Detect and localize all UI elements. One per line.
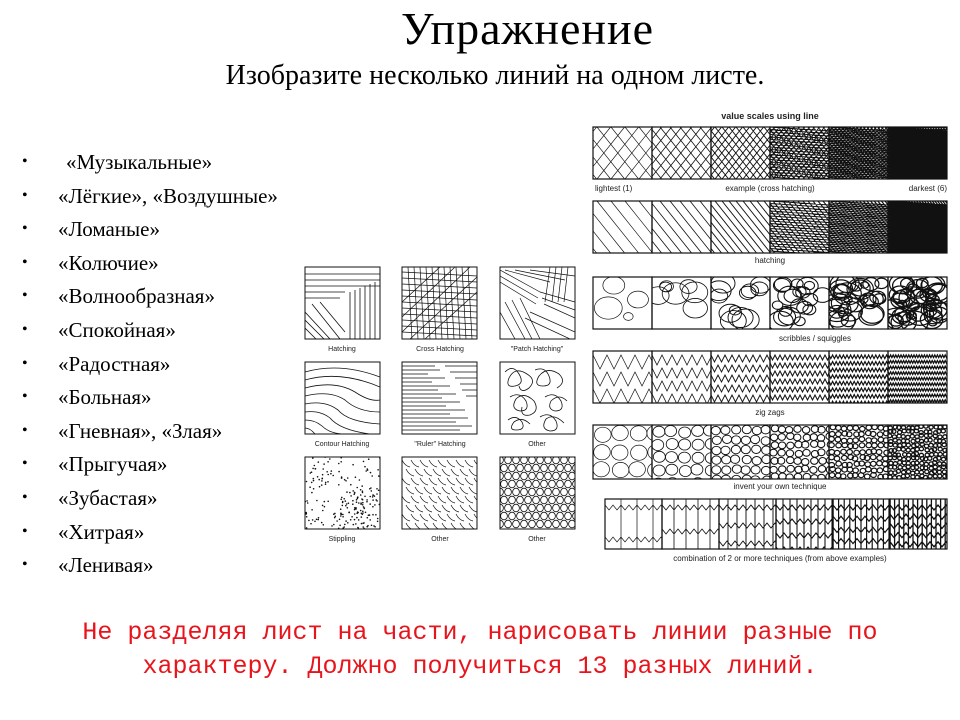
line-types-list	[22, 148, 278, 585]
patch-hatching-sample	[500, 267, 575, 339]
caption-scribbles-row: scribbles / squiggles	[778, 334, 852, 343]
caption-patch-hatching: "Patch Hatching"	[510, 346, 564, 353]
list-item: • «Радостная»	[22, 351, 171, 376]
list-item: • «Ломаные»	[22, 217, 160, 242]
caption-stippling: Stippling	[328, 536, 356, 543]
page-subtitle: Изобразите несколько линий на одном листе.	[225, 60, 765, 91]
texture-sample	[402, 460, 486, 530]
cross-hatching-sample	[402, 267, 477, 339]
page-title: Упражнение	[400, 3, 655, 54]
list-item: • «Спокойная»	[22, 317, 176, 342]
value-scales-title: value scales using line	[721, 111, 819, 121]
list-item: • «Больная»	[22, 385, 152, 410]
list-item: • «Прыгучая»	[22, 452, 168, 477]
bullet: •	[22, 556, 28, 574]
list-item: • «Лёгкие», «Воздушные»	[22, 183, 278, 208]
ruler-hatching-sample	[402, 366, 477, 430]
caption-hatching-row: hatching	[754, 256, 786, 265]
scribble-sample	[505, 368, 567, 431]
caption-combination-row: combination of 2 or more techniques (from above examples)	[673, 554, 887, 563]
bullet: •	[22, 320, 28, 338]
caption-example: example (cross hatching)	[725, 184, 815, 193]
bullet: •	[22, 153, 28, 170]
list-item: • «Гневная», «Злая»	[22, 418, 223, 443]
bullet: •	[22, 388, 28, 406]
bullet: •	[22, 253, 28, 271]
bullet: •	[22, 220, 28, 238]
list-item: • «Музыкальные»	[22, 150, 213, 174]
bullet: •	[22, 488, 28, 506]
value-scales-figure	[585, 105, 957, 575]
list-item: • «Волнообразная»	[22, 284, 215, 309]
caption-other-1: Other	[528, 441, 546, 448]
contour-hatching-sample	[305, 368, 380, 434]
caption-other-2: Other	[431, 536, 449, 543]
list-item: • «Хитрая»	[22, 519, 145, 544]
bullet: •	[22, 186, 28, 204]
hatching-sample	[305, 274, 380, 339]
caption-darkest: darkest (6)	[908, 184, 947, 193]
list-item: • «Зубастая»	[22, 485, 158, 510]
caption-zigzags-row: zig zags	[755, 408, 785, 417]
bullet: •	[22, 455, 28, 473]
hatching-examples-figure	[300, 262, 590, 552]
caption-invent-row: invent your own technique	[733, 482, 827, 491]
list-item: • «Ленивая»	[22, 553, 154, 578]
caption-lightest: lightest (1)	[595, 184, 633, 193]
instruction-text	[0, 616, 960, 684]
caption-contour-hatching: Contour Hatching	[314, 441, 370, 448]
scales-sample	[497, 456, 580, 528]
caption-other-3: Other	[528, 536, 546, 543]
caption-ruler-hatching: "Ruler" Hatching	[414, 441, 466, 448]
caption-cross-hatching: Cross Hatching	[416, 346, 464, 353]
instruction-line-1: Не разделяя лист на части, нарисовать линии разные по	[82, 618, 878, 647]
instruction-line-2: характеру. Должно получиться 13 разных линий.	[142, 652, 818, 681]
list-item: • «Колючие»	[22, 250, 159, 275]
caption-hatching: Hatching	[328, 346, 356, 353]
bullet: •	[22, 421, 28, 439]
bullet: •	[22, 354, 28, 372]
bullet: •	[22, 287, 28, 305]
stippling-sample	[305, 456, 381, 529]
bullet: •	[22, 522, 28, 540]
